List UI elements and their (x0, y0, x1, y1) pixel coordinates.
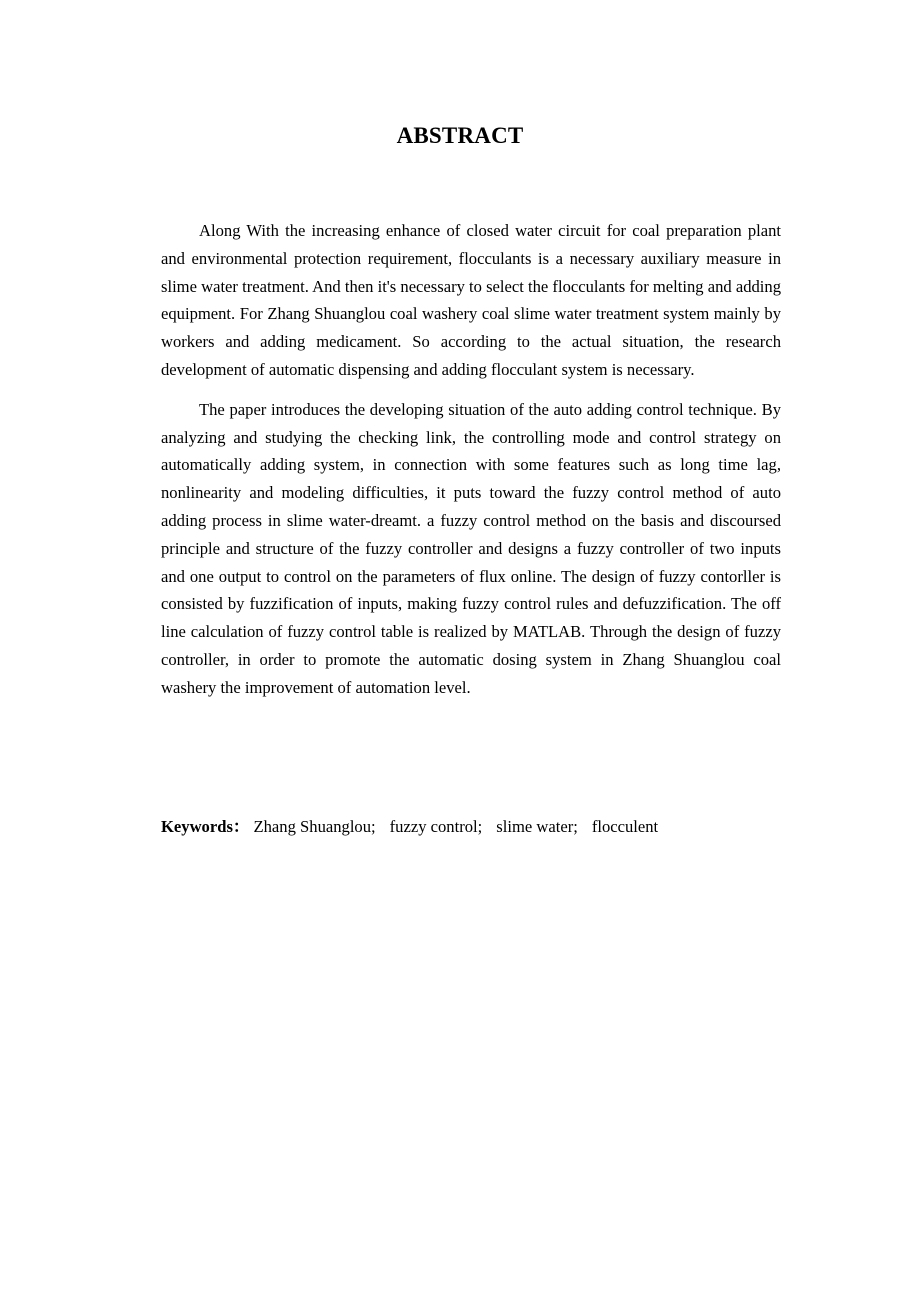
keyword-item: Zhang Shuanglou; (253, 817, 376, 836)
keywords-label: Keywords (161, 817, 233, 836)
keywords-separator: ： (232, 817, 250, 836)
keyword-item: slime water; (496, 817, 578, 836)
keyword-item: flocculent (591, 817, 659, 836)
abstract-body (161, 217, 781, 702)
keyword-item: fuzzy control; (389, 817, 483, 836)
abstract-paragraph-2: The paper introduces the developing situation of the auto adding control technique. By analyzing and studying the checking link, the controlling mode and control strategy on automatically adding system, in connection with some features such as long time lag, nonlinearity and modeling difficulties, it puts toward the fuzzy control method of auto adding process in slime water-dreamt. a fuzzy control method on the basis and discoursed principle and structure of the fuzzy controller and designs a fuzzy controller of two inputs and one output to control on the parameters of flux online. The design of fuzzy contorller is consisted by fuzzification of inputs, making fuzzy control rules and defuzzification. The off line calculation of fuzzy control table is realized by MATLAB. Through the design of fuzzy controller, in order to promote the automatic dosing system in Zhang Shuanglou coal washery the improvement of automation level. (161, 399, 781, 697)
abstract-paragraph-1: Along With the increasing enhance of closed water circuit for coal preparation plant and environmental protection requirement, flocculants is a necessary auxiliary measure in slime water treatment. And then it's necessary to select the flocculants for melting and adding equipment. For Zhang Shuanglou coal washery coal slime water treatment system mainly by workers and adding medicament. So according to the actual situation, the research development of automatic dispensing and adding flocculant system is necessary. (161, 221, 781, 379)
abstract-title: ABSTRACT (396, 123, 524, 148)
keywords-line (161, 813, 781, 841)
